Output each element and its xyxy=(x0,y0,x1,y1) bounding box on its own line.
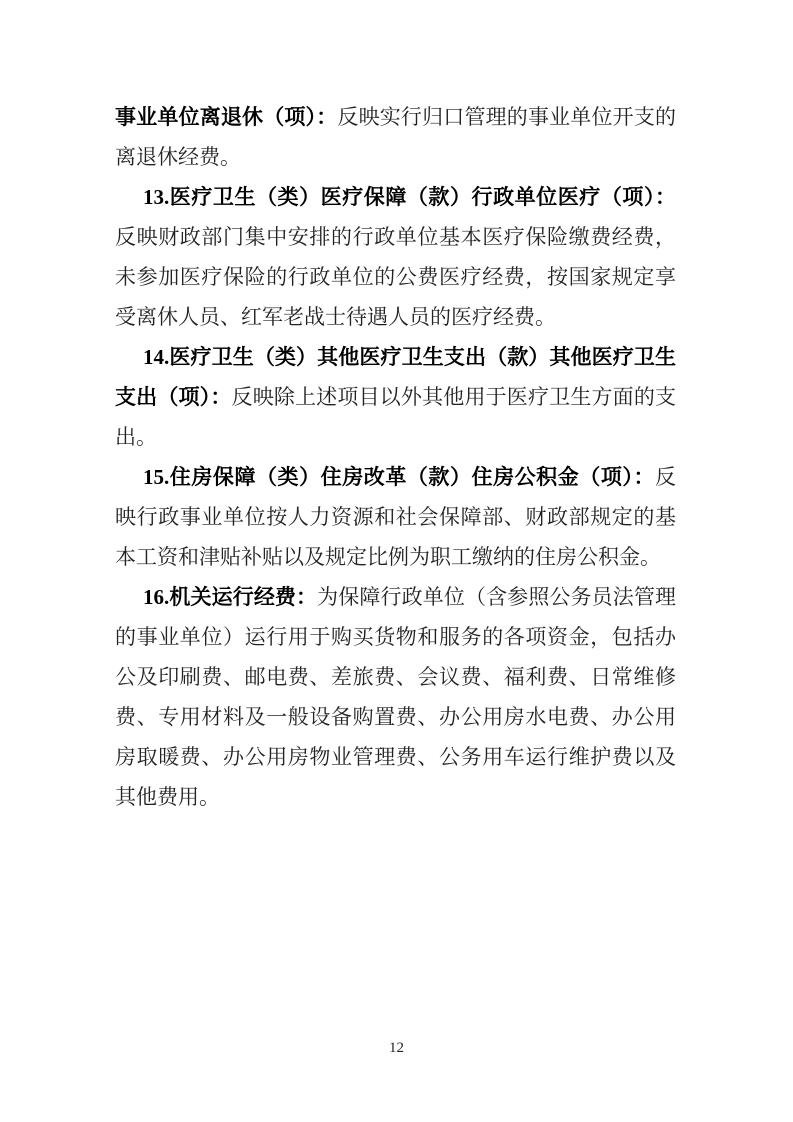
page-number: 12 xyxy=(389,1040,404,1056)
paragraph-item-13 xyxy=(115,177,676,337)
paragraph-text: 反映除上述项目以外其他用于医疗卫生方面的支出。 xyxy=(115,385,677,449)
paragraph-heading: 事业单位离退休（项）： xyxy=(115,105,338,129)
paragraph-heading: 15.住房保障（类）住房改革（款）住房公积金（项）： xyxy=(143,465,655,489)
paragraph-text: 为保障行政单位（含参照公务员法管理的事业单位）运行用于购买货物和服务的各项资金，包括办公及印刷费、邮电费、差旅费、会议费、福利费、日常维修费、专用材料及一般设备购置费、办公用房水电费、办公用房取暖费、办公用房物业管理费、公务用车运行维护费以及其他费用。 xyxy=(115,585,677,809)
paragraph-item-14 xyxy=(115,337,676,457)
paragraph-text: 反映行政事业单位按人力资源和社会保障部、财政部规定的基本工资和津贴补贴以及规定比例为职工缴纳的住房公积金。 xyxy=(115,465,676,569)
paragraph-item-16 xyxy=(115,577,676,817)
paragraph-heading: 14.医疗卫生（类）其他医疗卫生支出（款）其他医疗卫生支出（项）： xyxy=(115,345,676,409)
paragraph-text: 反映实行归口管理的事业单位开支的离退休经费。 xyxy=(115,105,677,169)
paragraph-heading: 13.医疗卫生（类）医疗保障（款）行政单位医疗（项）： xyxy=(143,185,676,209)
document-body xyxy=(115,97,676,817)
paragraph-continuation xyxy=(115,97,676,177)
paragraph-heading: 16.机关运行经费： xyxy=(143,585,318,609)
paragraph-text: 反映财政部门集中安排的行政单位基本医疗保险缴费经费，未参加医疗保险的行政单位的公费医疗经费，按国家规定享受离休人员、红军老战士待遇人员的医疗经费。 xyxy=(115,225,676,329)
paragraph-item-15 xyxy=(115,457,676,577)
